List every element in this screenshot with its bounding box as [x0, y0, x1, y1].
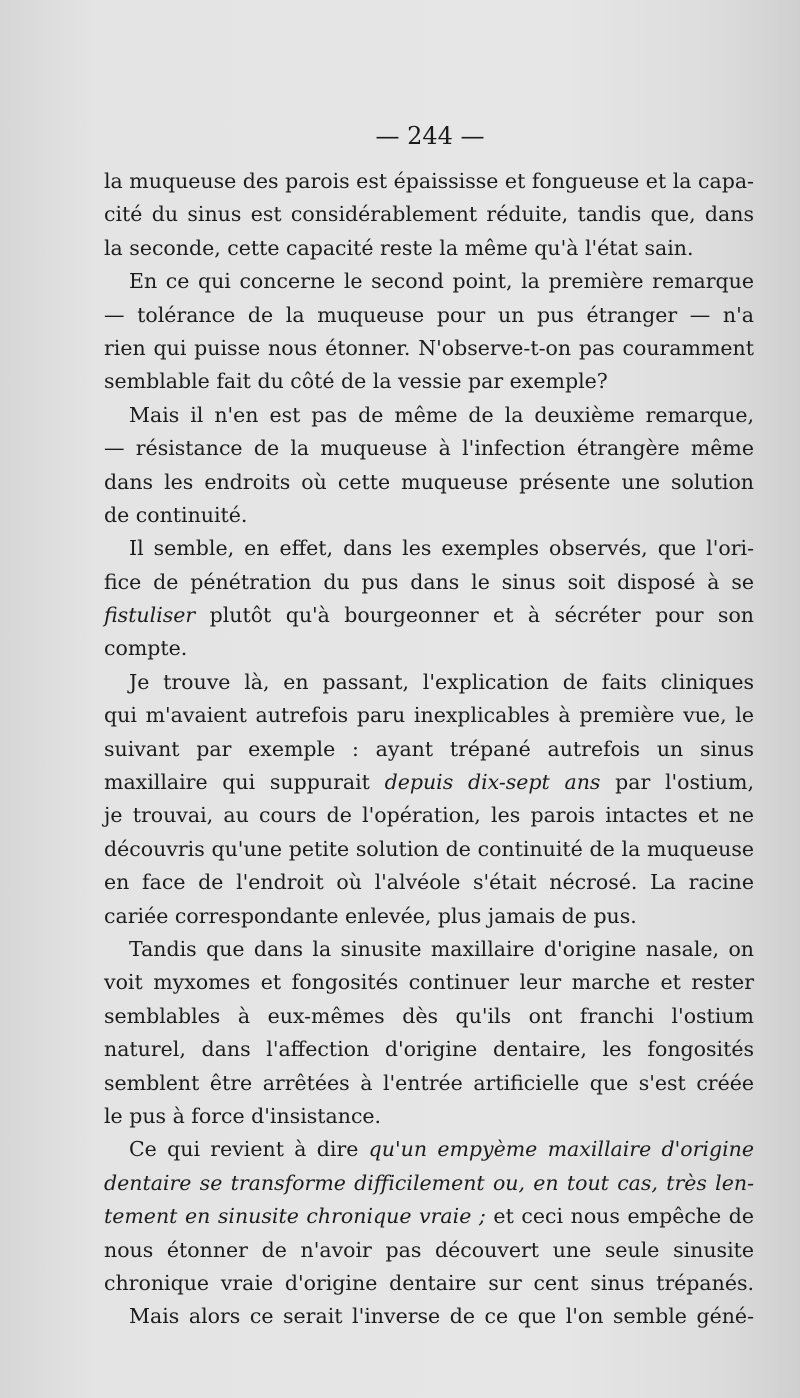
- text-line: tement en sinusite chronique vraie ; et ceci nous empêche de: [104, 1204, 754, 1229]
- text-line: en face de l'endroit où l'alvéole s'était nécrosé. La racine: [104, 870, 754, 895]
- text-line: suivant par exemple : ayant trépané autrefois un sinus: [104, 736, 754, 761]
- text-line: semblent être arrêtées à l'entrée artificielle que s'est créée: [104, 1070, 754, 1095]
- text-line: maxillaire qui suppurait depuis dix-sept ans par l'ostium,: [104, 770, 754, 795]
- text-line: de continuité.: [104, 502, 248, 527]
- text-line: Il semble, en effet, dans les exemples observés, que l'ori-: [129, 536, 754, 561]
- text-line: nous étonner de n'avoir pas découvert une seule sinusite: [104, 1237, 754, 1262]
- text-line: qui m'avaient autrefois paru inexplicables à première vue, le: [104, 703, 754, 728]
- text-line: dans les endroits où cette muqueuse présente une solution: [104, 469, 754, 494]
- text-line: voit myxomes et fongosités continuer leur marche et rester: [104, 970, 754, 995]
- text-line: cité du sinus est considérablement réduite, tandis que, dans: [104, 202, 754, 227]
- text-line: fice de pénétration du pus dans le sinus soit disposé à se: [104, 569, 754, 594]
- text-line: rien qui puisse nous étonner. N'observe-t-on pas couramment: [104, 335, 754, 360]
- text-line: naturel, dans l'affection d'origine dentaire, les fongosités: [104, 1037, 754, 1062]
- text-line: cariée correspondante enlevée, plus jamais de pus.: [104, 903, 637, 928]
- text-line: En ce qui concerne le second point, la première remarque: [129, 269, 754, 294]
- text-line: chronique vraie d'origine dentaire sur cent sinus trépanés.: [104, 1270, 754, 1295]
- text-line: Tandis que dans la sinusite maxillaire d'origine nasale, on: [129, 936, 754, 961]
- text-line: découvris qu'une petite solution de continuité de la muqueuse: [104, 836, 754, 861]
- text-line: — résistance de la muqueuse à l'infection étrangère même: [104, 436, 754, 461]
- text-line: semblable fait du côté de la vessie par exemple?: [104, 369, 608, 394]
- text-line: compte.: [104, 636, 188, 661]
- text-line: dentaire se transforme difficilement ou, en tout cas, très len-: [104, 1170, 754, 1195]
- text-line: Je trouve là, en passant, l'explication de faits cliniques: [129, 669, 754, 694]
- text-line: le pus à force d'insistance.: [104, 1103, 382, 1128]
- text-line: Mais alors ce serait l'inverse de ce que l'on semble géné-: [129, 1304, 754, 1329]
- text-line: je trouvai, au cours de l'opération, les parois intactes et ne: [104, 803, 754, 828]
- text-line: — tolérance de la muqueuse pour un pus étranger — n'a: [104, 302, 754, 327]
- text-line: la seconde, cette capacité reste la même qu'à l'état sain.: [104, 235, 694, 260]
- text-line: Ce qui revient à dire qu'un empyème maxillaire d'origine: [129, 1137, 754, 1162]
- text-line: fistuliser plutôt qu'à bourgeonner et à sécréter pour son: [104, 603, 754, 628]
- body-text: [104, 165, 754, 1334]
- text-line: semblables à eux-mêmes dès qu'ils ont franchi l'ostium: [104, 1003, 754, 1028]
- text-line: Mais il n'en est pas de même de la deuxième remarque,: [129, 402, 754, 427]
- page-number: — 244 —: [375, 122, 485, 150]
- text-line: la muqueuse des parois est épaississe et fongueuse et la capa-: [104, 169, 754, 193]
